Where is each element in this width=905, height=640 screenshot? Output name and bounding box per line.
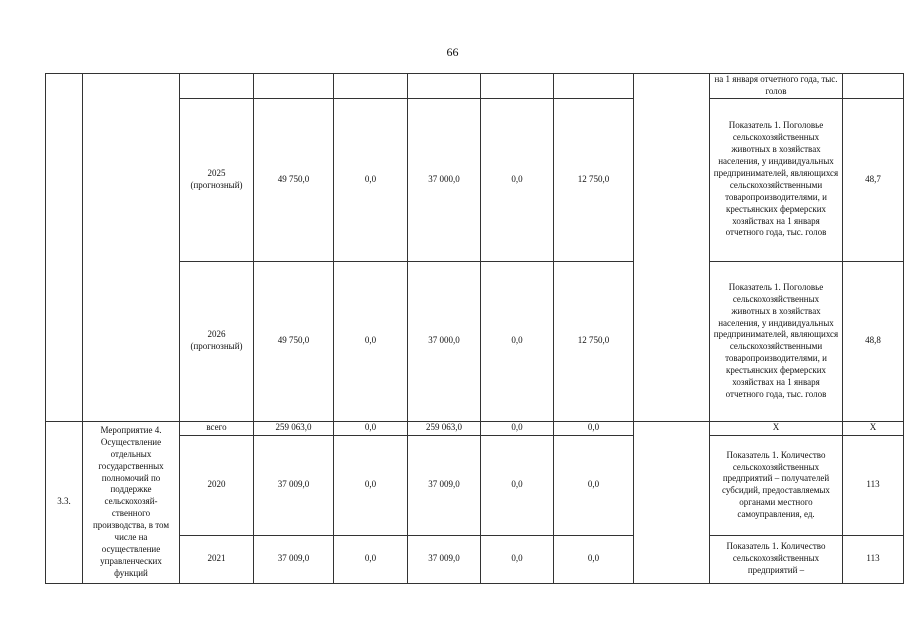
col4-cell: 0,0: [481, 435, 554, 535]
indicator-cell: Показатель 1. Поголовье сельскохозяйственных животных в хозяйствах населения, у индивидуальных предпринимателей, являющихся сельскохозяйственными товаропроизводителями, и крестьянских фермерских хозяйствах на 1 января отчетного года, тыс. голов: [710, 98, 843, 261]
col3-cell: 37 000,0: [408, 261, 481, 421]
col4-cell: 0,0: [481, 535, 554, 583]
col4-cell: 0,0: [481, 261, 554, 421]
col5-cell: 0,0: [554, 535, 634, 583]
col2-cell: 0,0: [334, 535, 408, 583]
value-cell: 48,7: [843, 98, 904, 261]
col3-cell: 259 063,0: [408, 421, 481, 435]
num-cell: [46, 74, 83, 422]
col5-cell: 0,0: [554, 435, 634, 535]
value-cell: 48,8: [843, 261, 904, 421]
value-cell: Х: [843, 421, 904, 435]
total-cell: 49 750,0: [254, 261, 334, 421]
event-cell: [83, 74, 180, 422]
table-row: [46, 421, 904, 435]
year-cell: 2021: [180, 535, 254, 583]
value-cell: [843, 74, 904, 99]
col3-cell: 37 000,0: [408, 98, 481, 261]
col2-cell: 0,0: [334, 98, 408, 261]
event-cell: Мероприятие 4. Осуществление отдельных государственных полномочий по поддержке сельскохозяй-ственного производства, в том числе на осуществление управленческих функций: [83, 421, 180, 583]
col2-cell: 0,0: [334, 435, 408, 535]
table-row: [46, 74, 904, 99]
col5-cell: 0,0: [554, 421, 634, 435]
blank-cell: [634, 421, 710, 583]
blank-cell: [634, 74, 710, 422]
col4-cell: 0,0: [481, 98, 554, 261]
year-cell: всего: [180, 421, 254, 435]
page-number: 66: [446, 45, 459, 59]
total-cell: 37 009,0: [254, 535, 334, 583]
value-cell: 113: [843, 435, 904, 535]
value-cell: 113: [843, 535, 904, 583]
indicator-cell: на 1 января отчетного года, тыс. голов: [710, 74, 843, 99]
col5-cell: 12 750,0: [554, 261, 634, 421]
program-table: [45, 73, 904, 584]
col4-cell: 0,0: [481, 421, 554, 435]
col2-cell: 0,0: [334, 421, 408, 435]
total-cell: 259 063,0: [254, 421, 334, 435]
total-cell: 37 009,0: [254, 435, 334, 535]
year-cell: 2026 (прогнозный): [180, 261, 254, 421]
indicator-cell: Х: [710, 421, 843, 435]
col3-cell: 37 009,0: [408, 535, 481, 583]
total-cell: 49 750,0: [254, 98, 334, 261]
year-cell: 2020: [180, 435, 254, 535]
col2-cell: 0,0: [334, 261, 408, 421]
indicator-cell: Показатель 1. Количество сельскохозяйственных предприятий – получателей субсидий, предоставляемых органами местного самоуправления, ед.: [710, 435, 843, 535]
year-cell: 2025 (прогнозный): [180, 98, 254, 261]
col3-cell: 37 009,0: [408, 435, 481, 535]
indicator-cell: Показатель 1. Поголовье сельскохозяйственных животных в хозяйствах населения, у индивидуальных предпринимателей, являющихся сельскохозяйственными товаропроизводителями, и крестьянских фермерских хозяйствах на 1 января отчетного года, тыс. голов: [710, 261, 843, 421]
indicator-cell: Показатель 1. Количество сельскохозяйственных предприятий –: [710, 535, 843, 583]
num-cell: 3.3.: [46, 421, 83, 583]
col5-cell: 12 750,0: [554, 98, 634, 261]
